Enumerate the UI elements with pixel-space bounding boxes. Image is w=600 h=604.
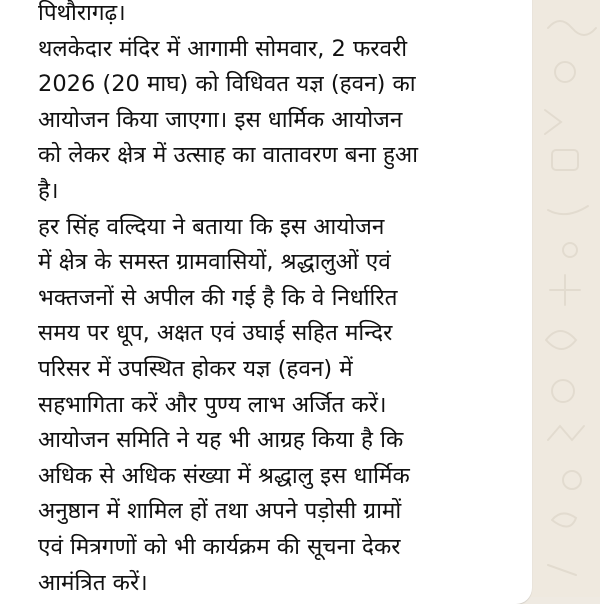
message-line: है। bbox=[38, 177, 59, 204]
message-line: भक्तजनों से अपील की गई है कि वे निर्धारित bbox=[38, 284, 398, 311]
message-line: अनुष्ठान में शामिल हों तथा अपने पड़ोसी ग्रामों bbox=[38, 498, 402, 525]
message-line: हर सिंह वल्दिया ने बताया कि इस आयोजन bbox=[38, 213, 385, 240]
message-line: 2026 (20 माघ) को विधिवत यज्ञ (हवन) का bbox=[38, 71, 416, 98]
message-line: में क्षेत्र के समस्त ग्रामवासियों, श्रद्धालुओं एवं bbox=[38, 249, 391, 276]
message-line: आयोजन समिति ने यह भी आग्रह किया है कि bbox=[38, 427, 404, 454]
message-line: पिथौरागढ़। bbox=[38, 0, 126, 26]
message-line: परिसर में उपस्थित होकर यज्ञ (हवन) में bbox=[38, 355, 353, 382]
message-line: थलकेदार मंदिर में आगामी सोमवार, 2 फरवरी bbox=[38, 35, 408, 62]
message-line: आमंत्रित करें। bbox=[38, 569, 148, 596]
message-text bbox=[38, 0, 524, 601]
message-line: को लेकर क्षेत्र में उत्साह का वातावरण बना हुआ bbox=[38, 142, 419, 169]
message-line: सहभागिता करें और पुण्य लाभ अर्जित करें। bbox=[38, 391, 387, 418]
message-line: समय पर धूप, अक्षत एवं उघाई सहित मन्दिर bbox=[38, 320, 393, 347]
message-line: एवं मित्रगणों को भी कार्यक्रम की सूचना देकर bbox=[38, 533, 401, 560]
message-line: आयोजन किया जाएगा। इस धार्मिक आयोजन bbox=[38, 106, 403, 133]
message-line: अधिक से अधिक संख्या में श्रद्धालु इस धार्मिक bbox=[38, 462, 410, 489]
